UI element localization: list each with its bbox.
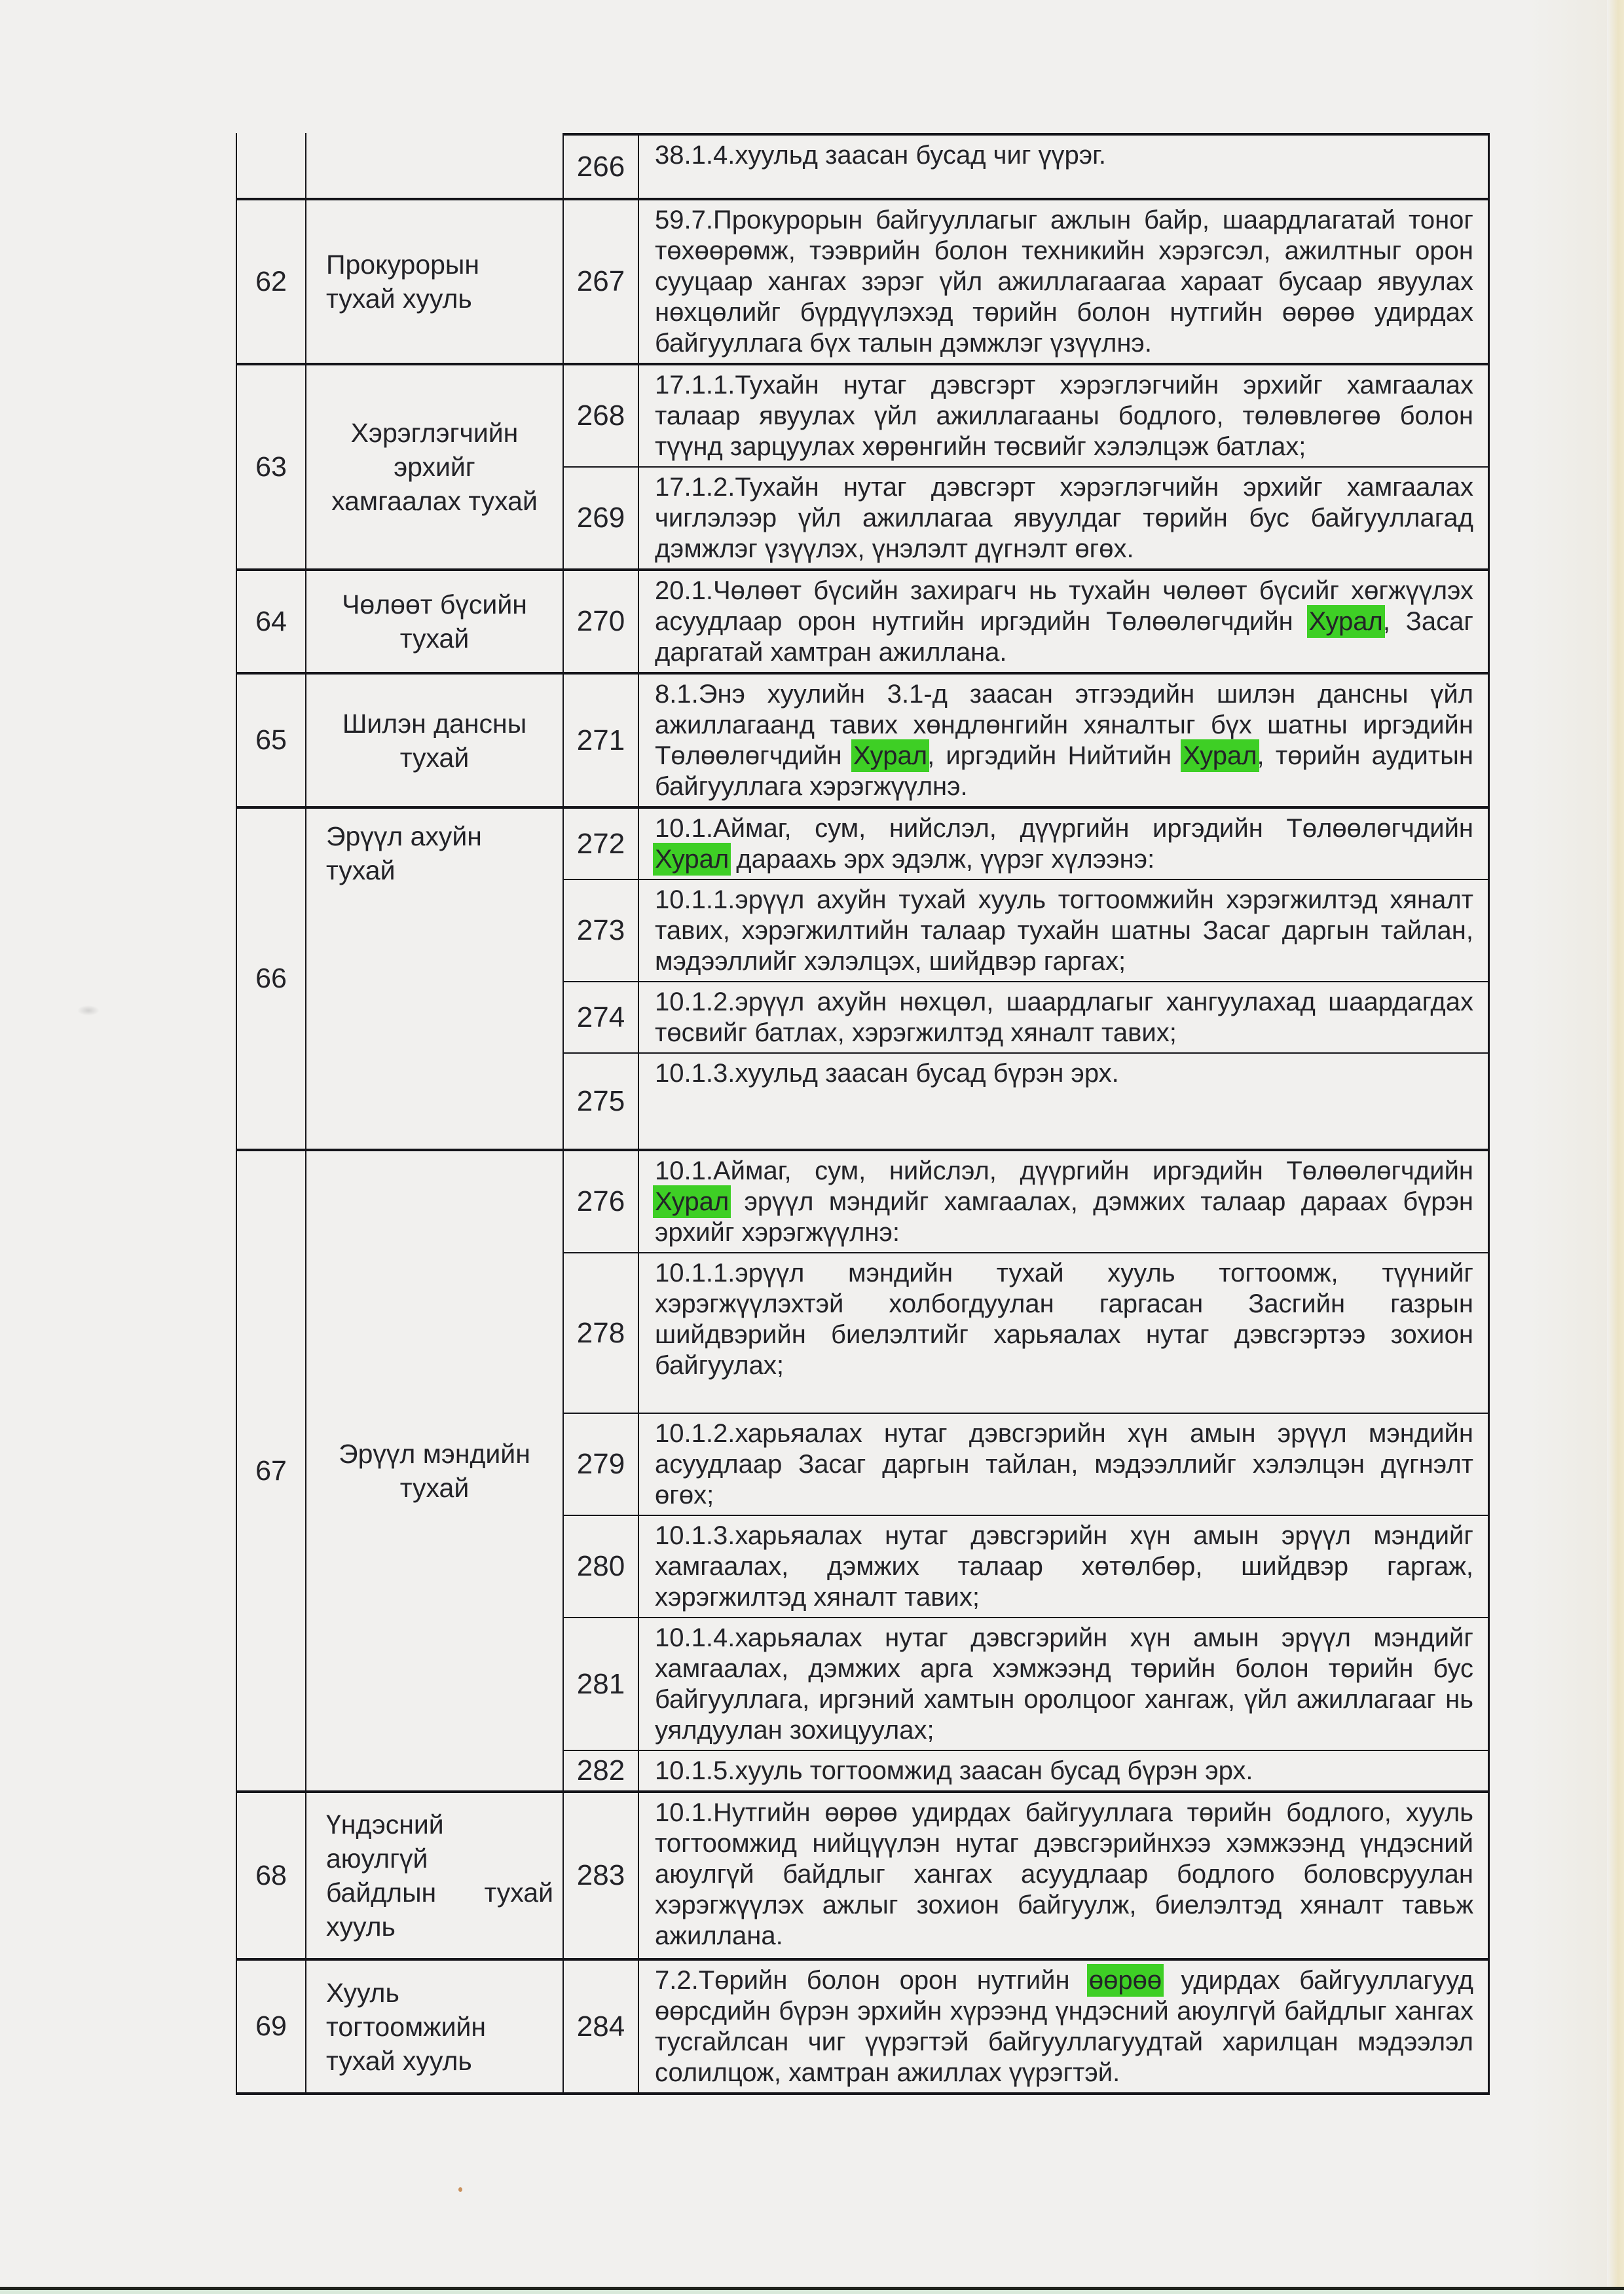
provision-text-cell (639, 1793, 1488, 1958)
provision-text-segment: 10.1.3.хуульд заасан бусад бүрэн эрх. (655, 1059, 1119, 1088)
provision-text-segment: 10.1.Аймаг, сум, нийслэл, дүүргийн иргэдийн Төлөөлөгчдийн (655, 814, 1473, 843)
law-group-continued (237, 133, 1488, 198)
sequence-number-cell: 276 (564, 1151, 639, 1252)
table-row (564, 1252, 1488, 1413)
page-edge-shading (1528, 0, 1607, 2294)
ink-speck (458, 2187, 462, 2192)
sequence-number-cell: 282 (564, 1751, 639, 1790)
sequence-number-cell: 267 (564, 200, 639, 363)
provision-text-segment: 10.1.4.харьяалах нутаг дэвсгэрийн хүн амын эрүүл мэндийг хамгаалах, дэмжих арга хэмжээнд төрийн болон төрийн бус байгууллага, иргэний хамтын оролцоог хангаж, үйл ажиллагааг нь уялдуулан зохицуулах; (655, 1623, 1473, 1745)
sequence-number-cell: 278 (564, 1253, 639, 1413)
sequence-number-cell: 269 (564, 468, 639, 568)
table-row (564, 365, 1488, 466)
provision-text-cell (639, 1516, 1488, 1617)
provision-text-cell (639, 1414, 1488, 1515)
law-name-cell (306, 365, 564, 568)
provision-text-cell (639, 1054, 1488, 1149)
page-edge-strip (1607, 0, 1624, 2294)
provision-text-segment: 38.1.4.хуульд заасан бусад чиг үүрэг. (655, 141, 1107, 170)
provision-rows (564, 1793, 1488, 1958)
provision-text-segment: , Засаг даргатай хамтран ажиллана. (655, 607, 1474, 667)
law-name-line: тухай (399, 742, 470, 773)
provision-text-segment: удирдах байгууллагууд өөрсдийн бүрэн эрхийн хүрээнд үндэсний аюулгүй байдлыг хангах тусгайлсан чиг үүрэгтэй байгууллагуудтай харилцан мэдээлэл солилцож, хамтран ажиллах үүрэгтэй. (655, 1966, 1473, 2087)
group-number-cell (237, 133, 306, 198)
table-row (564, 1617, 1488, 1750)
law-name-cell (306, 675, 564, 806)
law-group-67 (237, 1149, 1488, 1790)
provision-text-cell (639, 1961, 1488, 2092)
law-group-66 (237, 806, 1488, 1149)
provision-text-segment: дараахь эрх эдэлж, үүрэг хүлээнэ: (729, 845, 1155, 874)
provision-rows (564, 365, 1488, 568)
law-name-line: тухай (399, 1473, 470, 1503)
scanner-edge-strip (0, 2290, 1624, 2294)
law-name-line: тухай (326, 855, 396, 885)
provision-text-cell (639, 136, 1488, 198)
group-number-cell: 62 (237, 200, 306, 363)
group-number-cell: 65 (237, 675, 306, 806)
provision-text-segment: 17.1.1.Тухайн нутаг дэвсгэрт хэрэглэгчийн эрхийг хамгаалах талаар явуулах үйл ажиллагааны бодлого, төлөвлөгөө болон түүнд зарцуулах хөрөнгийн төсвийг хэлэлцэж батлах; (655, 371, 1473, 461)
provision-rows (564, 571, 1488, 672)
law-name-cell (306, 809, 564, 1149)
highlighted-word: Хурал (1308, 607, 1383, 636)
group-number-cell: 69 (237, 1961, 306, 2092)
law-name-line: Үндэсний (326, 1809, 444, 1840)
law-name-cell (306, 571, 564, 672)
law-group-64 (237, 568, 1488, 672)
provision-rows (564, 1151, 1488, 1790)
law-name-line: хамгаалах тухай (331, 486, 538, 516)
group-number-cell: 67 (237, 1151, 306, 1790)
law-name-cell (306, 133, 564, 198)
law-name-line: тухай хууль (326, 2045, 472, 2076)
highlighted-word: өөрөө (1088, 1966, 1162, 1995)
law-group-62 (237, 198, 1488, 363)
sequence-number-cell: 284 (564, 1961, 639, 2092)
provision-rows (564, 675, 1488, 806)
highlighted-word: Хурал (853, 741, 928, 770)
law-group-65 (237, 672, 1488, 806)
provision-text-cell (639, 809, 1488, 879)
provision-rows (564, 1961, 1488, 2092)
group-number-cell: 68 (237, 1793, 306, 1958)
provision-text-cell (639, 982, 1488, 1052)
law-name-line: Хууль (326, 1977, 399, 2008)
provision-text-segment: 10.1.2.харьяалах нутаг дэвсгэрийн хүн амын эрүүл мэндийн асуудлаар Засаг даргын тайлан, мэдээллийг хэлэлцэн дүгнэлт өгөх; (655, 1419, 1473, 1509)
group-number-cell: 64 (237, 571, 306, 672)
table-row (564, 1413, 1488, 1515)
provision-text-cell (639, 675, 1488, 806)
provision-text-segment: 10.1.Нутгийн өөрөө удирдах байгууллага төрийн бодлого, хууль тогтоомжид нийцүүлэн нутаг дэвсгэрийнхээ хэмжээнд үндэсний аюулгүй байдлыг хангах асуудлаар бодлого боловсруулан хэрэгжүүлэх ажлыг зохион байгуулж, биелэлтэд хяналт тавьж ажиллана. (655, 1798, 1473, 1950)
provision-text-cell (639, 571, 1488, 672)
table-row (564, 200, 1488, 363)
highlighted-word: Хурал (655, 845, 729, 874)
law-name-line: Хэрэглэгчийн (350, 418, 519, 448)
table-row (564, 1793, 1488, 1958)
provision-text-segment: 10.1.1.эрүүл мэндийн тухай хууль тогтоомж, түүнийг хэрэгжүүлэхтэй холбогдуулан гаргасан Засгийн газрын шийдвэрийн биелэлтийг харьяалах нутаг дэвсгэртээ зохион байгуулах; (655, 1259, 1473, 1380)
provision-text-segment: 10.1.Аймаг, сум, нийслэл, дүүргийн иргэдийн Төлөөлөгчдийн (655, 1156, 1473, 1185)
law-group-69 (237, 1958, 1488, 2092)
provision-text-segment: 8.1.Энэ хуулийн 3.1-д заасан этгээдийн шилэн дансны үйл ажиллагаанд тавих хөндлөнгийн хяналтыг бүх шатны иргэдийн Төлөөлөгчдийн (655, 680, 1473, 770)
provision-text-cell (639, 468, 1488, 568)
provision-text-segment: , иргэдийн Нийтийн (927, 741, 1183, 770)
sequence-number-cell: 270 (564, 571, 639, 672)
sequence-number-cell: 281 (564, 1618, 639, 1750)
highlighted-word: Хурал (1183, 741, 1257, 770)
sequence-number-cell: 272 (564, 809, 639, 879)
provision-text-segment: 10.1.5.хууль тогтоомжид заасан бусад бүрэн эрх. (655, 1756, 1253, 1785)
table-row (564, 809, 1488, 879)
law-name-line: Прокурорын (326, 250, 480, 280)
sequence-number-cell: 274 (564, 982, 639, 1052)
table-row (564, 1515, 1488, 1617)
table-row (564, 571, 1488, 672)
provision-text-segment: 7.2.Төрийн болон орон нутгийн (655, 1966, 1089, 1995)
law-name-line: байдлын тухай (326, 1878, 553, 1908)
provision-text-segment: 10.1.3.харьяалах нутаг дэвсгэрийн хүн амын эрүүл мэндийг хамгаалах, дэмжих талаар хөтөлбөр, шийдвэр гаргаж, хэрэгжилтэд хяналт тавих; (655, 1521, 1473, 1612)
provision-text-segment: , төрийн аудитын байгууллага хэрэгжүүлнэ. (655, 741, 1473, 801)
table-row (564, 981, 1488, 1052)
law-name-cell (306, 1151, 564, 1790)
law-name-line: эрхийг (394, 452, 475, 482)
provision-text-cell (639, 880, 1488, 981)
provision-text-cell (639, 1751, 1488, 1790)
law-name-line: Эрүүл мэндийн (339, 1439, 530, 1469)
sequence-number-cell: 268 (564, 365, 639, 466)
table-row (564, 1052, 1488, 1149)
table-row (564, 1750, 1488, 1790)
law-name-line: хууль (326, 1912, 396, 1942)
law-name-cell (306, 1793, 564, 1958)
table-row (564, 1151, 1488, 1252)
law-name-line: аюулгүй (326, 1843, 428, 1874)
group-number-cell: 66 (237, 809, 306, 1149)
sequence-number-cell: 280 (564, 1516, 639, 1617)
law-name-line: Чөлөөт бүсийн (342, 589, 527, 620)
law-name-line: тухай (399, 623, 470, 654)
sequence-number-cell: 266 (564, 136, 639, 198)
provision-rows (564, 200, 1488, 363)
table-row (564, 1961, 1488, 2092)
provision-text-cell (639, 1151, 1488, 1252)
sequence-number-cell: 273 (564, 880, 639, 981)
provision-text-cell (639, 1618, 1488, 1750)
law-group-68 (237, 1790, 1488, 1958)
group-number-cell: 63 (237, 365, 306, 568)
highlighted-word: Хурал (655, 1187, 729, 1216)
provision-text-segment: 10.1.1.эрүүл ахуйн тухай хууль тогтоомжийн хэрэгжилтэд хяналт тавих, хэрэгжилтийн талаар тухайн шатны Засаг даргын тайлан, мэдээллийг хэлэлцэх, шийдвэр гаргах; (655, 885, 1473, 976)
provision-text-cell (639, 365, 1488, 466)
provision-text-cell (639, 1253, 1488, 1413)
law-name-line: тогтоомжийн (326, 2011, 487, 2042)
law-name-line: Эрүүл ахуйн (326, 821, 482, 851)
law-name-line: тухай хууль (326, 284, 472, 314)
provision-text-segment: 59.7.Прокурорын байгууллагыг ажлын байр, шаардлагатай тоног төхөөрөмж, тээврийн болон техникийн хэрэгсэл, ажилтныг орон сууцаар хангах зэрэг үйл ажиллагаагаа хараат бусаар явуулах нөхцөлийг бүрдүүлэхэд төрийн болон нутгийн өөрөө удирдах байгууллага бүх талын дэмжлэг үзүүлнэ. (655, 206, 1473, 358)
table-row (564, 879, 1488, 981)
provision-rows (564, 133, 1488, 198)
provision-text-segment: 20.1.Чөлөөт бүсийн захирагч нь тухайн чөлөөт бүсийг хөгжүүлэх асуудлаар орон нутгийн иргэдийн Төлөөлөгчдийн (655, 576, 1473, 636)
law-table (236, 133, 1490, 2095)
provision-text-segment: эрүүл мэндийг хамгаалах, дэмжих талаар дараах бүрэн эрхийг хэрэгжүүлнэ: (655, 1187, 1473, 1247)
sequence-number-cell: 275 (564, 1054, 639, 1149)
law-name-cell (306, 1961, 564, 2092)
law-name-cell (306, 200, 564, 363)
sequence-number-cell: 279 (564, 1414, 639, 1515)
provision-text-cell (639, 200, 1488, 363)
margin-smudge (77, 1005, 100, 1016)
provision-text-segment: 17.1.2.Тухайн нутаг дэвсгэрт хэрэглэгчийн эрхийг хамгаалах чиглэлээр үйл ажиллагаа явуулдаг төрийн бус байгууллагад дэмжлэг үзүүлэх, үнэлэлт дүгнэлт өгөх. (655, 473, 1473, 563)
table-row (564, 136, 1488, 198)
provision-text-segment: 10.1.2.эрүүл ахуйн нөхцөл, шаардлагыг хангуулахад шаардагдах төсвийг батлах, хэрэгжилтэд хяналт тавих; (655, 988, 1473, 1047)
law-group-63 (237, 363, 1488, 568)
law-name-line: Шилэн дансны (342, 708, 527, 739)
sequence-number-cell: 283 (564, 1793, 639, 1958)
table-row (564, 466, 1488, 568)
table-row (564, 675, 1488, 806)
sequence-number-cell: 271 (564, 675, 639, 806)
provision-rows (564, 809, 1488, 1149)
